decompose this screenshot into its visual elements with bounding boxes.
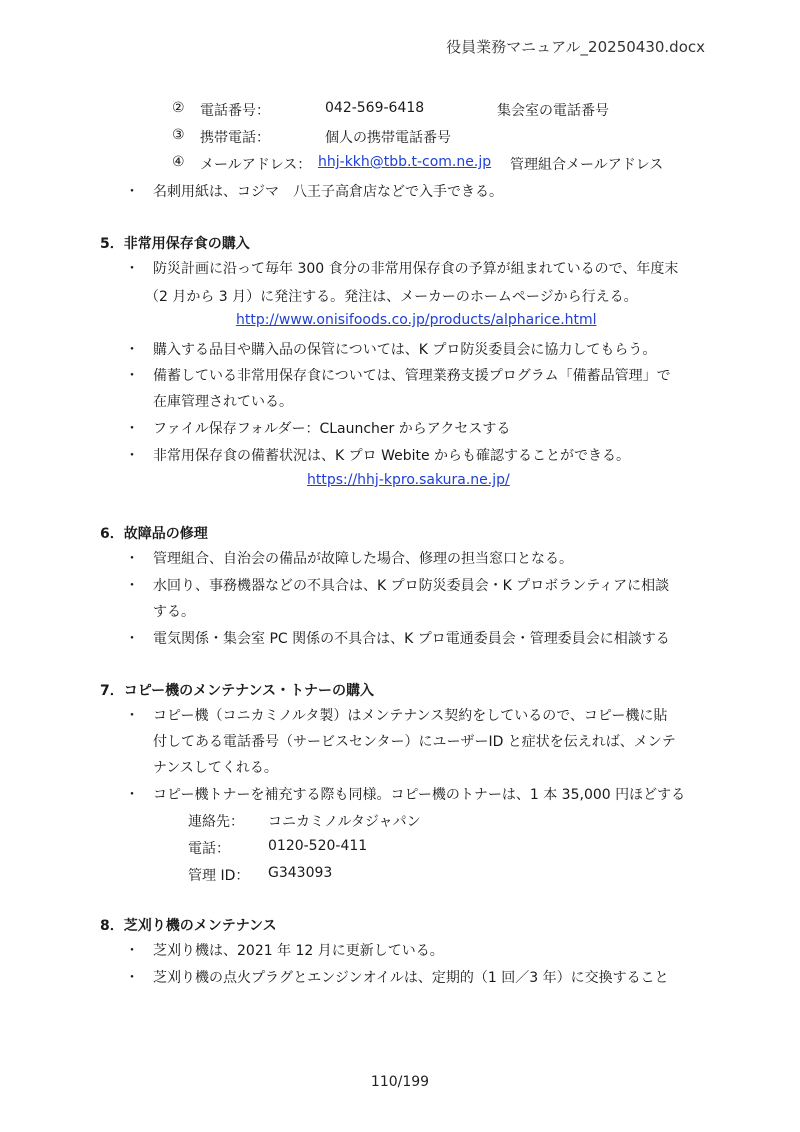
- document-filename: 役員業務マニュアル_20250430.docx: [446, 38, 705, 56]
- sec7-bullet1-line2: 付してある電話番号（サービスセンター）にユーザーID と症状を伝えれば、メンテ: [153, 734, 676, 750]
- sec7-bullet1-line1: コピー機（コニカミノルタ製）はメンテナンス契約をしているので、コピー機に貼: [153, 708, 668, 724]
- sec6-bullet3: 電気関係・集会室 PC 関係の不具合は、K プロ電通委員会・管理委員会に相談する: [153, 631, 670, 647]
- bullet: ・: [125, 261, 139, 277]
- bullet: ・: [125, 448, 139, 464]
- sec6-bullet2-line1: 水回り、事務機器などの不具合は、K プロ防災委員会・K プロボランティアに相談: [153, 578, 670, 594]
- sec5-bullet4: ファイル保存フォルダー：CLauncher からアクセスする: [153, 421, 511, 437]
- sec5-bullet3-line1: 備蓄している非常用保存食については、管理業務支援プログラム「備蓄品管理」で: [153, 368, 671, 384]
- sec5-bullet5: 非常用保存食の備蓄状況は、K プロ Webite からも確認することができる。: [153, 448, 631, 464]
- sec7-bullet1-line3: ナンスしてくれる。: [153, 760, 278, 776]
- onisifoods-link[interactable]: http://www.onisifoods.co.jp/products/alpharice.html: [236, 312, 597, 328]
- bullet: ・: [125, 708, 139, 724]
- sec5-bullet2: 購入する品目や購入品の保管については、K プロ防災委員会に協力してもらう。: [153, 342, 657, 358]
- bullet: ・: [125, 943, 139, 959]
- phone-value: 042-569-6418: [325, 100, 425, 116]
- phone-label: 電話番号：: [200, 103, 270, 119]
- sec7-bullet2: コピー機トナーを補充する際も同様。コピー機のトナーは、1 本 35,000 円ほどする: [153, 787, 686, 803]
- mail-link[interactable]: hhj-kkh@tbb.t-com.ne.jp: [318, 154, 492, 170]
- section-heading-6: 6．故障品の修理: [100, 526, 208, 542]
- tel-label: 電話：: [188, 841, 230, 857]
- section-heading-7: 7．コピー機のメンテナンス・トナーの購入: [100, 683, 375, 699]
- section-heading-8: 8．芝刈り機のメンテナンス: [100, 918, 277, 934]
- bullet: ・: [125, 421, 139, 437]
- sec8-bullet1: 芝刈り機は、2021 年 12 月に更新している。: [153, 943, 444, 959]
- mail-note: 管理組合メールアドレス: [510, 157, 664, 173]
- sec6-bullet2-line2: する。: [153, 604, 195, 620]
- mobile-label: 携帯電話：: [200, 130, 270, 146]
- kpro-website-link[interactable]: https://hhj-kpro.sakura.ne.jp/: [307, 472, 510, 488]
- sec8-bullet2: 芝刈り機の点火プラグとエンジンオイルは、定期的（1 回／3 年）に交換すること: [153, 970, 669, 986]
- sec6-bullet1: 管理組合、自治会の備品が故障した場合、修理の担当窓口となる。: [153, 551, 573, 567]
- card-paper-text: 名刺用紙は、コジマ 八王子高倉店などで入手できる。: [153, 184, 503, 200]
- sec5-bullet3-line2: 在庫管理されている。: [153, 394, 293, 410]
- page-number: 110/199: [370, 1074, 430, 1090]
- admin-id-value: G343093: [268, 865, 333, 881]
- item-number: ③: [172, 127, 185, 143]
- bullet: ・: [125, 578, 139, 594]
- bullet: ・: [125, 342, 139, 358]
- item-number: ②: [172, 100, 185, 116]
- mail-label: メールアドレス：: [200, 157, 312, 173]
- sec5-bullet1-line2: （2 月から 3 月）に発注する。発注は、メーカーのホームページから行える。: [145, 289, 638, 305]
- bullet: ・: [125, 551, 139, 567]
- section-heading-5: 5．非常用保存食の購入: [100, 236, 250, 252]
- contact-value: コニカミノルタジャパン: [268, 814, 421, 830]
- bullet: ・: [125, 631, 139, 647]
- bullet: ・: [125, 787, 139, 803]
- bullet: ・: [125, 368, 139, 384]
- item-number: ④: [172, 154, 185, 170]
- mobile-value: 個人の携帯電話番号: [325, 130, 451, 146]
- admin-id-label: 管理 ID：: [188, 868, 250, 884]
- bullet: ・: [125, 184, 139, 200]
- bullet: ・: [125, 970, 139, 986]
- tel-value: 0120-520-411: [268, 838, 368, 854]
- sec5-bullet1-line1: 防災計画に沿って毎年 300 食分の非常用保存食の予算が組まれているので、年度末: [153, 261, 679, 277]
- contact-label: 連絡先：: [188, 814, 244, 830]
- phone-note: 集会室の電話番号: [497, 103, 609, 119]
